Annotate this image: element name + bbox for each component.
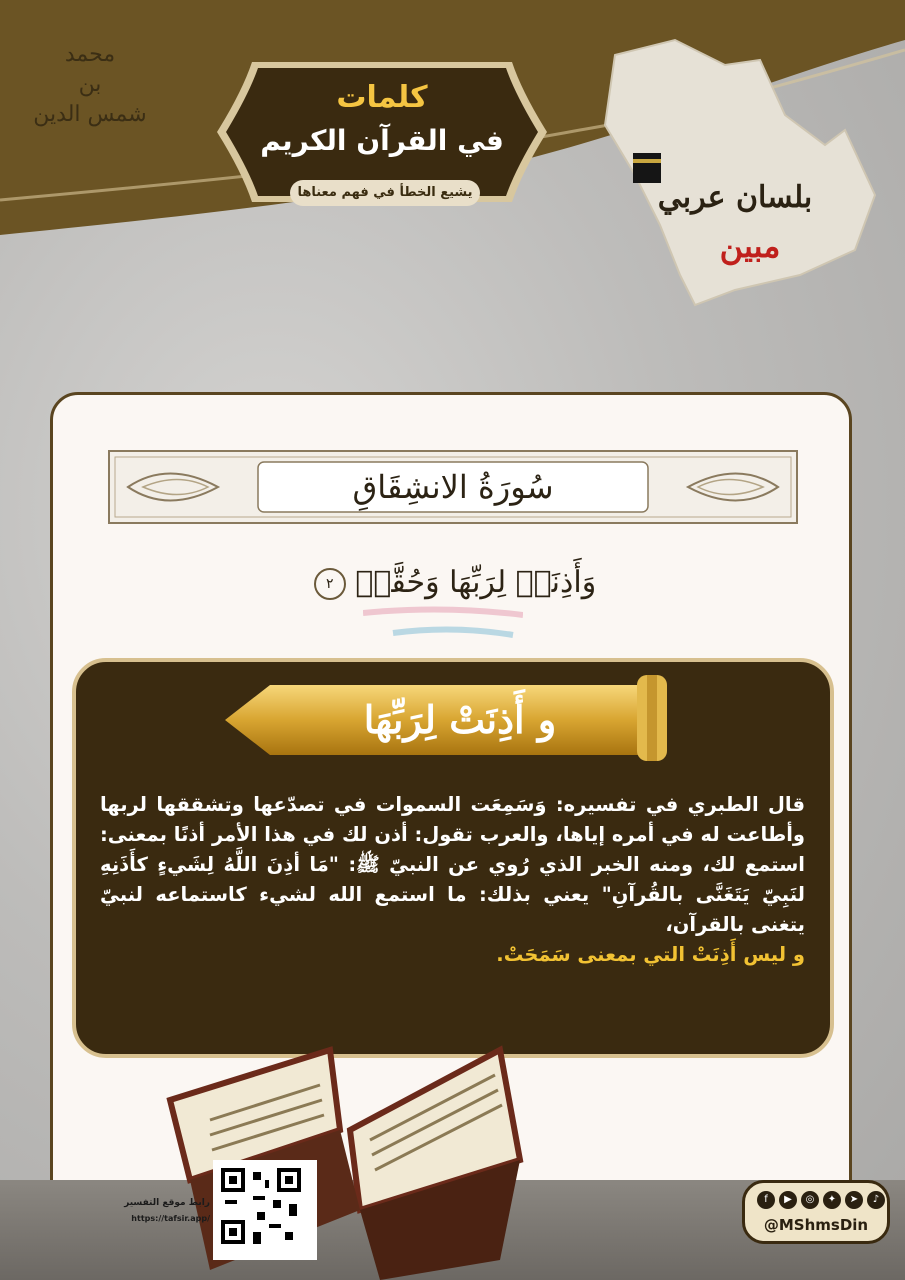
- quran-book-image: [150, 1010, 530, 1280]
- brand-line-2: مبين: [719, 227, 781, 265]
- title-line-1: كلمات: [336, 80, 428, 115]
- explanation-text: [100, 790, 805, 970]
- qr-code[interactable]: [213, 1160, 317, 1260]
- title-subtitle: يشيع الخطأ في فهم معناها: [290, 180, 480, 206]
- brand-line-1: بلسان عربي: [657, 180, 813, 215]
- social-handle[interactable]: @MShmsDin: [763, 1216, 869, 1234]
- word-label: و أَذِنَتْ لِرَبِّهَا: [363, 697, 557, 742]
- instagram-icon[interactable]: ◎: [801, 1191, 819, 1209]
- youtube-icon[interactable]: ▶: [779, 1191, 797, 1209]
- author-signature: [30, 40, 150, 140]
- signature-line-2: بن: [78, 72, 102, 97]
- explanation-paragraph: قال الطبري في تفسيره: وَسَمِعَت السموات في تصدّعها وتشققها لربها وأطاعت له في أمره إياها، والعرب تقول: أذن لك في هذا الأمر أذنًا بمعنى: استمع لك، ومنه الخبر الذي رُوي عن النبيّ ﷺ: "مَا أذِنَ اللَّهُ لِشَيءٍ كأَذَنِهِ لنَبِيّ يَتَغَنَّى بالقُرآنِ" يعني بذلك: ما استمع الله لشيء كاستماعه لنبيّ يتغنى بالقرآن،: [100, 793, 805, 936]
- arabia-map-logo: [585, 35, 895, 325]
- tiktok-icon[interactable]: ♪: [867, 1191, 885, 1209]
- sura-name: سُورَةُ الانشِقَاقِ: [352, 468, 554, 506]
- title-badge: [212, 52, 552, 212]
- signature-line-1: محمد: [64, 42, 116, 67]
- social-icons: [757, 1191, 885, 1211]
- explanation-highlight: و ليس أَذِنَتْ التي بمعنى سَمَحَتْ.: [496, 943, 805, 966]
- facebook-icon[interactable]: f: [757, 1191, 775, 1209]
- quran-verse: [273, 565, 633, 625]
- signature-line-3: شمس الدين: [33, 102, 147, 127]
- sura-frame: [108, 450, 798, 524]
- title-line-2: في القرآن الكريم: [260, 124, 504, 157]
- verse-number: ٢: [314, 568, 346, 600]
- verse-text: وَأَذِنَتۡ لِرَبِّهَا وَحُقَّتۡ: [355, 565, 597, 600]
- qr-code-icon: [217, 1164, 305, 1248]
- twitter-icon[interactable]: ✦: [823, 1191, 841, 1209]
- social-links: [742, 1180, 890, 1244]
- site-label: رابط موقع التفسير: [124, 1198, 210, 1208]
- telegram-icon[interactable]: ➤: [845, 1191, 863, 1209]
- kaaba-icon: [633, 153, 661, 183]
- site-url[interactable]: https://tafsir.app/: [131, 1214, 210, 1223]
